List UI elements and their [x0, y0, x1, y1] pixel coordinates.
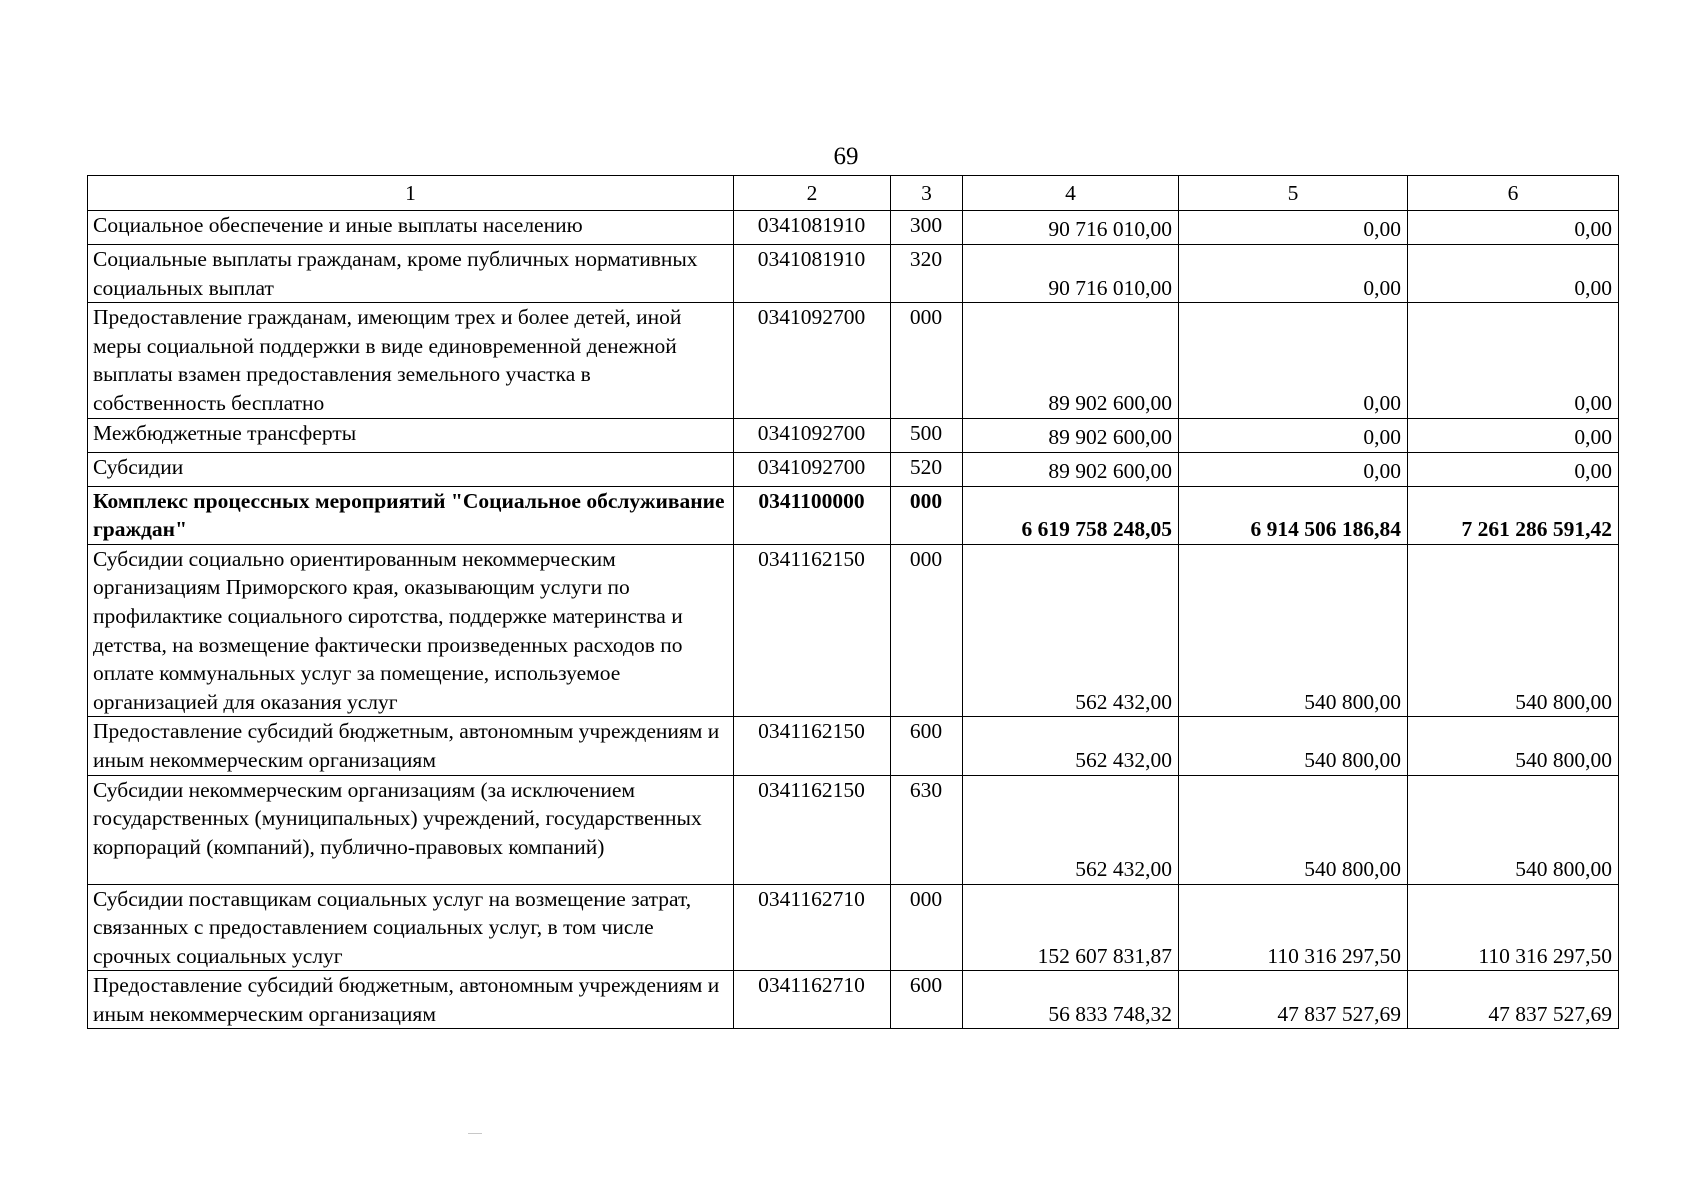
row-expense-type: 600: [891, 971, 963, 1029]
row-value-col4: 562 432,00: [963, 775, 1179, 884]
row-code: 0341162150: [734, 775, 891, 884]
column-header: 1: [88, 176, 734, 211]
row-code: 0341162150: [734, 544, 891, 717]
row-name: Социальное обеспечение и иные выплаты населению: [88, 211, 734, 245]
table-row: [88, 971, 1619, 1029]
row-name: Предоставление субсидий бюджетным, автономным учреждениям и иным некоммерческим организациям: [88, 717, 734, 775]
row-value-col4: 152 607 831,87: [963, 884, 1179, 971]
row-value-col4: 90 716 010,00: [963, 245, 1179, 303]
row-value-col6: 0,00: [1408, 245, 1619, 303]
row-name: Предоставление субсидий бюджетным, автономным учреждениям и иным некоммерческим организациям: [88, 971, 734, 1029]
row-value-col5: 0,00: [1179, 418, 1408, 452]
column-header: 5: [1179, 176, 1408, 211]
row-name: Субсидии социально ориентированным некоммерческим организациям Приморского края, оказывающим услуги по профилактике социального сиротства, поддержке материнства и детства, на возмещение фактически произведенных расходов по оплате коммунальных услуг за помещение, используемое организацией для оказания услуг: [88, 544, 734, 717]
row-name: Субсидии: [88, 452, 734, 486]
table-row: [88, 418, 1619, 452]
row-expense-type: 500: [891, 418, 963, 452]
row-expense-type: 600: [891, 717, 963, 775]
row-code: 0341162150: [734, 717, 891, 775]
row-expense-type: 000: [891, 486, 963, 544]
row-expense-type: 300: [891, 211, 963, 245]
row-value-col4: 89 902 600,00: [963, 452, 1179, 486]
table-row: [88, 544, 1619, 717]
table-header-row: [88, 176, 1619, 211]
table-row: [88, 717, 1619, 775]
row-value-col5: 540 800,00: [1179, 544, 1408, 717]
column-header: 2: [734, 176, 891, 211]
row-value-col4: 562 432,00: [963, 717, 1179, 775]
column-header: 6: [1408, 176, 1619, 211]
row-name: Субсидии некоммерческим организациям (за исключением государственных (муниципальных) учреждений, государственных корпораций (компаний), публично-правовых компаний): [88, 775, 734, 884]
row-code: 0341081910: [734, 245, 891, 303]
row-code: 0341162710: [734, 884, 891, 971]
row-value-col6: 0,00: [1408, 418, 1619, 452]
row-value-col4: 56 833 748,32: [963, 971, 1179, 1029]
row-value-col6: 0,00: [1408, 211, 1619, 245]
row-value-col6: 540 800,00: [1408, 544, 1619, 717]
table-row: [88, 486, 1619, 544]
row-code: 0341162710: [734, 971, 891, 1029]
row-name: Субсидии поставщикам социальных услуг на возмещение затрат, связанных с предоставлением социальных услуг, в том числе срочных социальных услуг: [88, 884, 734, 971]
row-expense-type: 000: [891, 884, 963, 971]
row-code: 0341081910: [734, 211, 891, 245]
row-value-col6: 110 316 297,50: [1408, 884, 1619, 971]
row-value-col5: 540 800,00: [1179, 775, 1408, 884]
row-value-col5: 47 837 527,69: [1179, 971, 1408, 1029]
row-value-col6: 47 837 527,69: [1408, 971, 1619, 1029]
row-value-col4: 562 432,00: [963, 544, 1179, 717]
row-value-col4: 89 902 600,00: [963, 418, 1179, 452]
row-value-col5: 0,00: [1179, 211, 1408, 245]
row-expense-type: 520: [891, 452, 963, 486]
row-value-col5: 110 316 297,50: [1179, 884, 1408, 971]
scan-artifact: [468, 1133, 482, 1134]
column-header: 3: [891, 176, 963, 211]
row-name: Социальные выплаты гражданам, кроме публичных нормативных социальных выплат: [88, 245, 734, 303]
row-value-col6: 7 261 286 591,42: [1408, 486, 1619, 544]
row-expense-type: 000: [891, 544, 963, 717]
column-header: 4: [963, 176, 1179, 211]
row-value-col5: 540 800,00: [1179, 717, 1408, 775]
row-expense-type: 000: [891, 303, 963, 418]
table-row: [88, 884, 1619, 971]
row-value-col5: 6 914 506 186,84: [1179, 486, 1408, 544]
budget-table: [87, 175, 1619, 1029]
row-value-col4: 6 619 758 248,05: [963, 486, 1179, 544]
row-value-col4: 89 902 600,00: [963, 303, 1179, 418]
table-row: [88, 303, 1619, 418]
row-code: 0341092700: [734, 418, 891, 452]
table-row: [88, 775, 1619, 884]
row-code: 0341092700: [734, 452, 891, 486]
row-value-col6: 0,00: [1408, 452, 1619, 486]
row-value-col5: 0,00: [1179, 303, 1408, 418]
row-value-col6: 540 800,00: [1408, 775, 1619, 884]
row-value-col5: 0,00: [1179, 245, 1408, 303]
page-number: 69: [833, 143, 859, 170]
row-name: Комплекс процессных мероприятий "Социальное обслуживание граждан": [88, 486, 734, 544]
row-value-col6: 0,00: [1408, 303, 1619, 418]
row-code: 0341092700: [734, 303, 891, 418]
row-name: Межбюджетные трансферты: [88, 418, 734, 452]
row-code: 0341100000: [734, 486, 891, 544]
row-value-col5: 0,00: [1179, 452, 1408, 486]
row-expense-type: 630: [891, 775, 963, 884]
table-row: [88, 211, 1619, 245]
table-row: [88, 245, 1619, 303]
row-name: Предоставление гражданам, имеющим трех и более детей, иной меры социальной поддержки в виде единовременной денежной выплаты взамен предоставления земельного участка в собственность бесплатно: [88, 303, 734, 418]
table-row: [88, 452, 1619, 486]
row-value-col4: 90 716 010,00: [963, 211, 1179, 245]
row-expense-type: 320: [891, 245, 963, 303]
row-value-col6: 540 800,00: [1408, 717, 1619, 775]
